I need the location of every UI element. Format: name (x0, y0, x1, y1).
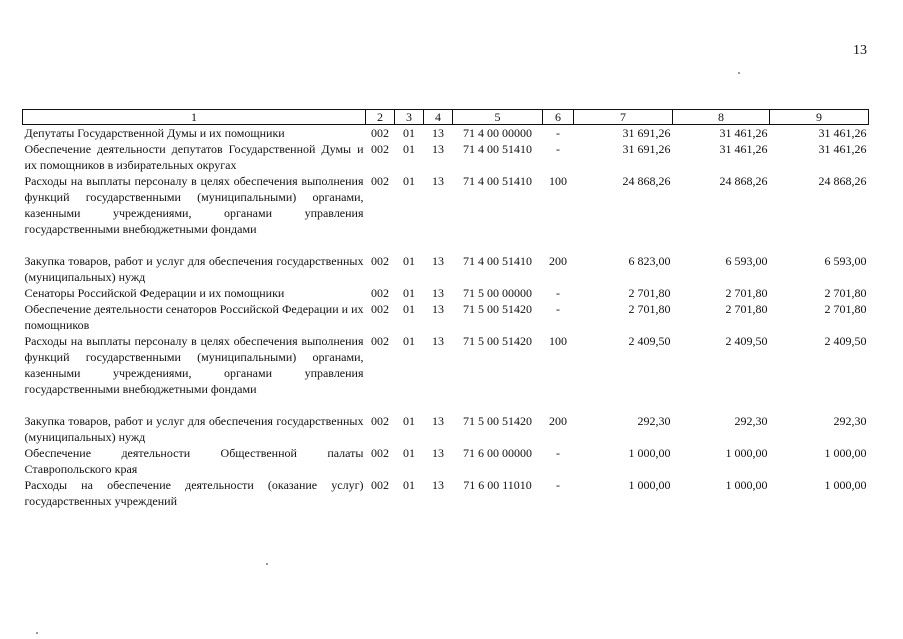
row-name: Обеспечение деятельности Общественной палаты Ставропольского края (24, 446, 364, 476)
header-col-8: 8 (673, 110, 770, 125)
row-value-col8: 292,30 (734, 414, 768, 428)
row-grbs: 002 (371, 302, 389, 316)
row-csr: 71 5 00 51420 (463, 414, 532, 428)
table-row (23, 141, 869, 173)
row-subsection: 13 (432, 302, 444, 316)
table-body (23, 125, 869, 510)
header-col-2: 2 (366, 110, 395, 125)
row-value-col9: 292,30 (833, 414, 867, 428)
header-col-1: 1 (23, 110, 366, 125)
header-row (23, 110, 869, 125)
header-col-6: 6 (543, 110, 574, 125)
header-col-3: 3 (395, 110, 424, 125)
row-value-col7: 31 691,26 (622, 142, 671, 156)
row-value-col8: 24 868,26 (719, 174, 768, 188)
row-value-col7: 2 701,80 (628, 302, 671, 316)
table-header (23, 110, 869, 125)
row-section: 01 (403, 414, 415, 428)
row-csr: 71 5 00 51420 (463, 302, 532, 316)
header-col-7: 7 (574, 110, 673, 125)
table-row (23, 173, 869, 253)
row-value-col9: 2 701,80 (824, 302, 867, 316)
row-vr: 200 (549, 414, 567, 428)
page-number: 13 (853, 43, 867, 58)
row-section: 01 (403, 302, 415, 316)
row-grbs: 002 (371, 286, 389, 300)
row-value-col9: 1 000,00 (824, 446, 867, 460)
row-value-col7: 31 691,26 (622, 126, 671, 140)
table-row (23, 445, 869, 477)
row-value-col9: 2 701,80 (824, 286, 867, 300)
row-vr: 100 (549, 334, 567, 348)
table-row (23, 413, 869, 445)
row-csr: 71 4 00 00000 (463, 126, 532, 140)
row-csr: 71 4 00 51410 (463, 174, 532, 188)
row-grbs: 002 (371, 334, 389, 348)
row-csr: 71 6 00 11010 (463, 478, 532, 492)
row-value-col9: 31 461,26 (818, 126, 867, 140)
row-grbs: 002 (371, 414, 389, 428)
row-value-col7: 24 868,26 (622, 174, 671, 188)
table-row (23, 477, 869, 509)
header-col-9: 9 (770, 110, 869, 125)
row-vr: - (556, 302, 560, 316)
row-value-col8: 31 461,26 (719, 126, 768, 140)
row-subsection: 13 (432, 174, 444, 188)
row-section: 01 (403, 478, 415, 492)
table-row (23, 285, 869, 301)
row-value-col7: 1 000,00 (628, 446, 671, 460)
row-name: Сенаторы Российской Федерации и их помощники (24, 286, 285, 300)
row-subsection: 13 (432, 334, 444, 348)
row-name: Закупка товаров, работ и услуг для обеспечения государственных (муниципальных) нужд (24, 254, 364, 284)
header-col-5: 5 (453, 110, 543, 125)
row-subsection: 13 (432, 478, 444, 492)
row-vr: - (556, 446, 560, 460)
row-csr: 71 4 00 51410 (463, 254, 532, 268)
row-value-col8: 2 409,50 (725, 334, 768, 348)
row-section: 01 (403, 446, 415, 460)
row-vr: - (556, 286, 560, 300)
table-row (23, 333, 869, 413)
row-vr: 100 (549, 174, 567, 188)
row-value-col9: 1 000,00 (824, 478, 867, 492)
table-row (23, 301, 869, 333)
row-name: Расходы на выплаты персоналу в целях обеспечения выполнения функций государственными (муниципальными) органами, казенными учреждениями, органами управления государственными внебюджетными фондами (24, 174, 364, 236)
row-value-col8: 31 461,26 (719, 142, 768, 156)
row-csr: 71 6 00 00000 (463, 446, 532, 460)
row-section: 01 (403, 142, 415, 156)
row-value-col9: 6 593,00 (824, 254, 867, 268)
row-value-col7: 2 701,80 (628, 286, 671, 300)
row-vr: - (556, 478, 560, 492)
row-grbs: 002 (371, 254, 389, 268)
row-grbs: 002 (371, 446, 389, 460)
row-name: Депутаты Государственной Думы и их помощники (24, 126, 285, 140)
table-row (23, 253, 869, 285)
header-col-4: 4 (424, 110, 453, 125)
row-section: 01 (403, 334, 415, 348)
row-csr: 71 5 00 00000 (463, 286, 532, 300)
row-name: Обеспечение деятельности депутатов Государственной Думы и их помощников в избирательных округах (24, 142, 364, 172)
row-name: Закупка товаров, работ и услуг для обеспечения государственных (муниципальных) нужд (24, 414, 364, 444)
row-vr: - (556, 142, 560, 156)
row-grbs: 002 (371, 126, 389, 140)
row-csr: 71 5 00 51420 (463, 334, 532, 348)
row-value-col8: 1 000,00 (725, 478, 768, 492)
row-value-col7: 1 000,00 (628, 478, 671, 492)
row-value-col9: 2 409,50 (824, 334, 867, 348)
row-value-col7: 292,30 (637, 414, 671, 428)
scan-speck (266, 563, 268, 565)
row-section: 01 (403, 174, 415, 188)
scan-speck (36, 632, 38, 634)
row-name: Расходы на выплаты персоналу в целях обеспечения выполнения функций государственными (муниципальными) органами, казенными учреждениями, органами управления государственными внебюджетными фондами (24, 334, 364, 396)
row-subsection: 13 (432, 286, 444, 300)
row-section: 01 (403, 254, 415, 268)
row-subsection: 13 (432, 414, 444, 428)
row-name: Расходы на обеспечение деятельности (оказание услуг) государственных учреждений (24, 478, 364, 508)
row-subsection: 13 (432, 446, 444, 460)
row-grbs: 002 (371, 478, 389, 492)
row-subsection: 13 (432, 142, 444, 156)
row-name: Обеспечение деятельности сенаторов Российской Федерации и их помощников (24, 302, 364, 332)
row-csr: 71 4 00 51410 (463, 142, 532, 156)
row-vr: 200 (549, 254, 567, 268)
row-section: 01 (403, 286, 415, 300)
row-value-col9: 31 461,26 (818, 142, 867, 156)
budget-table (22, 109, 869, 509)
row-grbs: 002 (371, 174, 389, 188)
row-value-col7: 2 409,50 (628, 334, 671, 348)
row-value-col8: 6 593,00 (725, 254, 768, 268)
row-vr: - (556, 126, 560, 140)
row-value-col8: 1 000,00 (725, 446, 768, 460)
row-value-col7: 6 823,00 (628, 254, 671, 268)
row-grbs: 002 (371, 142, 389, 156)
row-subsection: 13 (432, 126, 444, 140)
row-subsection: 13 (432, 254, 444, 268)
row-section: 01 (403, 126, 415, 140)
row-value-col8: 2 701,80 (725, 286, 768, 300)
table-row (23, 125, 869, 142)
row-value-col8: 2 701,80 (725, 302, 768, 316)
row-value-col9: 24 868,26 (818, 174, 867, 188)
scan-speck (738, 72, 740, 74)
